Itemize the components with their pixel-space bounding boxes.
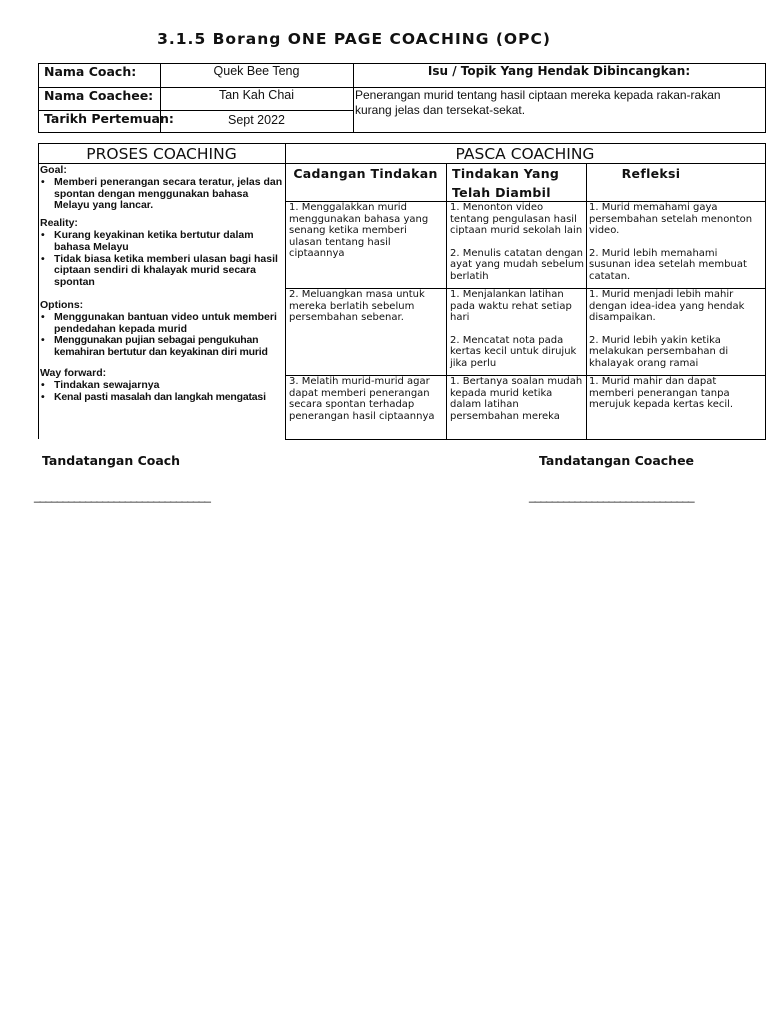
coachee-signature-line: _____________________________ xyxy=(529,489,694,503)
refleksi-text: 1. Murid mahir dan dapat memberi penerangan tanpa merujuk kepada kertas kecil. xyxy=(589,376,734,411)
info-border-bottom xyxy=(38,132,766,133)
tindakan-text: 1. Menjalankan latihan pada waktu rehat setiap hari xyxy=(450,289,572,324)
row3-cadangan xyxy=(289,376,445,422)
coach-name-label: Nama Coach: xyxy=(44,64,137,79)
page-title: 3.1.5 Borang ONE PAGE COACHING (OPC) xyxy=(157,30,551,48)
proses-coaching-header: PROSES COACHING xyxy=(86,145,237,163)
row1-tindakan xyxy=(450,202,584,294)
way-forward-item: • Kenal pasti masalah dan langkah mengatasi xyxy=(40,392,286,404)
way-forward-list xyxy=(40,380,286,404)
main-border-right xyxy=(765,143,766,440)
row2-cadangan xyxy=(289,289,437,324)
row3-tindakan xyxy=(450,376,584,433)
reality-label: Reality: xyxy=(40,217,78,230)
tindakan-header: Tindakan Yang Telah Diambil xyxy=(452,166,560,200)
pasca-coaching-header: PASCA COACHING xyxy=(455,145,595,163)
cadangan-text: 1. Menggalakkan murid menggunakan bahasa yang senang ketika memberi ulasan tentang hasil ciptaannya xyxy=(289,202,429,260)
row1-cadangan xyxy=(289,202,443,260)
refleksi-text: 2. Murid lebih memahami susunan idea setelah membuat catatan. xyxy=(589,247,747,282)
row2-refleksi xyxy=(589,289,761,381)
coach-signature-line: _______________________________ xyxy=(34,489,210,503)
goal-list xyxy=(40,177,286,212)
refleksi-text: 1. Murid menjadi lebih mahir dengan idea-idea yang hendak disampaikan. xyxy=(589,289,745,324)
coachee-name-value: Tan Kah Chai xyxy=(218,88,295,102)
way-forward-item: • Tindakan sewajarnya xyxy=(40,380,286,392)
row2-tindakan xyxy=(450,289,580,381)
reality-list xyxy=(40,230,286,289)
refleksi-text: 1. Murid memahami gaya persembahan setelah menonton video. xyxy=(589,202,753,237)
way-forward-label: Way forward: xyxy=(40,366,107,379)
options-list xyxy=(40,312,286,359)
coachee-signature-label: Tandatangan Coachee xyxy=(539,453,695,468)
main-border-c3 xyxy=(586,163,587,440)
cadangan-header: Cadangan Tindakan xyxy=(293,166,438,181)
tindakan-text: 2. Menulis catatan dengan ayat yang mudah sebelum berlatih xyxy=(450,247,584,282)
tindakan-text: 1. Menonton video tentang pengulasan hasil ciptaan murid sekolah lain xyxy=(450,202,583,237)
goal-item: • Memberi penerangan secara teratur, jelas dan spontan dengan menggunakan bahasa Melayu yang lancar. xyxy=(40,177,286,212)
row3-refleksi xyxy=(589,376,763,422)
cadangan-text: 3. Melatih murid-murid agar dapat memberi penerangan secara spontan terhadap penerangan hasil ciptaannya xyxy=(289,376,435,422)
reality-item: • Kurang keyakinan ketika bertutur dalam bahasa Melayu xyxy=(40,230,286,254)
main-border-bottom xyxy=(285,439,766,440)
goal-label: Goal: xyxy=(40,164,67,176)
proses-coaching-content xyxy=(40,165,286,403)
refleksi-header: Refleksi xyxy=(621,166,681,181)
coachee-name-label: Nama Coachee: xyxy=(44,88,154,103)
main-border-left xyxy=(38,143,39,439)
meeting-date-value: Sept 2022 xyxy=(228,113,285,127)
options-item: • Menggunakan pujian sebagai pengukuhan kemahiran bertutur dan keyakinan diri murid xyxy=(40,335,286,359)
refleksi-text: 2. Murid lebih yakin ketika melakukan persembahan di khalayak orang ramai xyxy=(589,334,729,369)
meeting-date-label: Tarikh Pertemuan: xyxy=(44,111,174,126)
main-border-c2 xyxy=(446,163,447,440)
options-label: Options: xyxy=(40,298,84,311)
options-item: • Menggunakan bantuan video untuk memberi pendedahan kepada murid xyxy=(40,312,286,336)
info-border-left xyxy=(38,63,39,133)
issue-value: Penerangan murid tentang hasil ciptaan mereka kepada rakan-rakan kurang jelas dan tersekat-sekat. xyxy=(355,88,721,117)
issue-label: Isu / Topik Yang Hendak Dibincangkan: xyxy=(427,64,691,78)
cadangan-text: 2. Meluangkan masa untuk mereka berlatih sebelum persembahan sebenar. xyxy=(289,289,425,324)
row1-refleksi xyxy=(589,202,761,294)
main-border-top xyxy=(38,143,766,144)
coach-signature-label: Tandatangan Coach xyxy=(42,453,181,468)
tindakan-text: 2. Mencatat nota pada kertas kecil untuk dirujuk jika perlu xyxy=(450,334,577,369)
reality-item: • Tidak biasa ketika memberi ulasan bagi hasil ciptaan sendiri di khalayak murid secara spontan xyxy=(40,254,286,289)
coach-name-value: Quek Bee Teng xyxy=(213,64,300,78)
tindakan-text: 1. Bertanya soalan mudah kepada murid ketika dalam latihan persembahan mereka xyxy=(450,376,583,422)
info-border-right xyxy=(765,63,766,133)
